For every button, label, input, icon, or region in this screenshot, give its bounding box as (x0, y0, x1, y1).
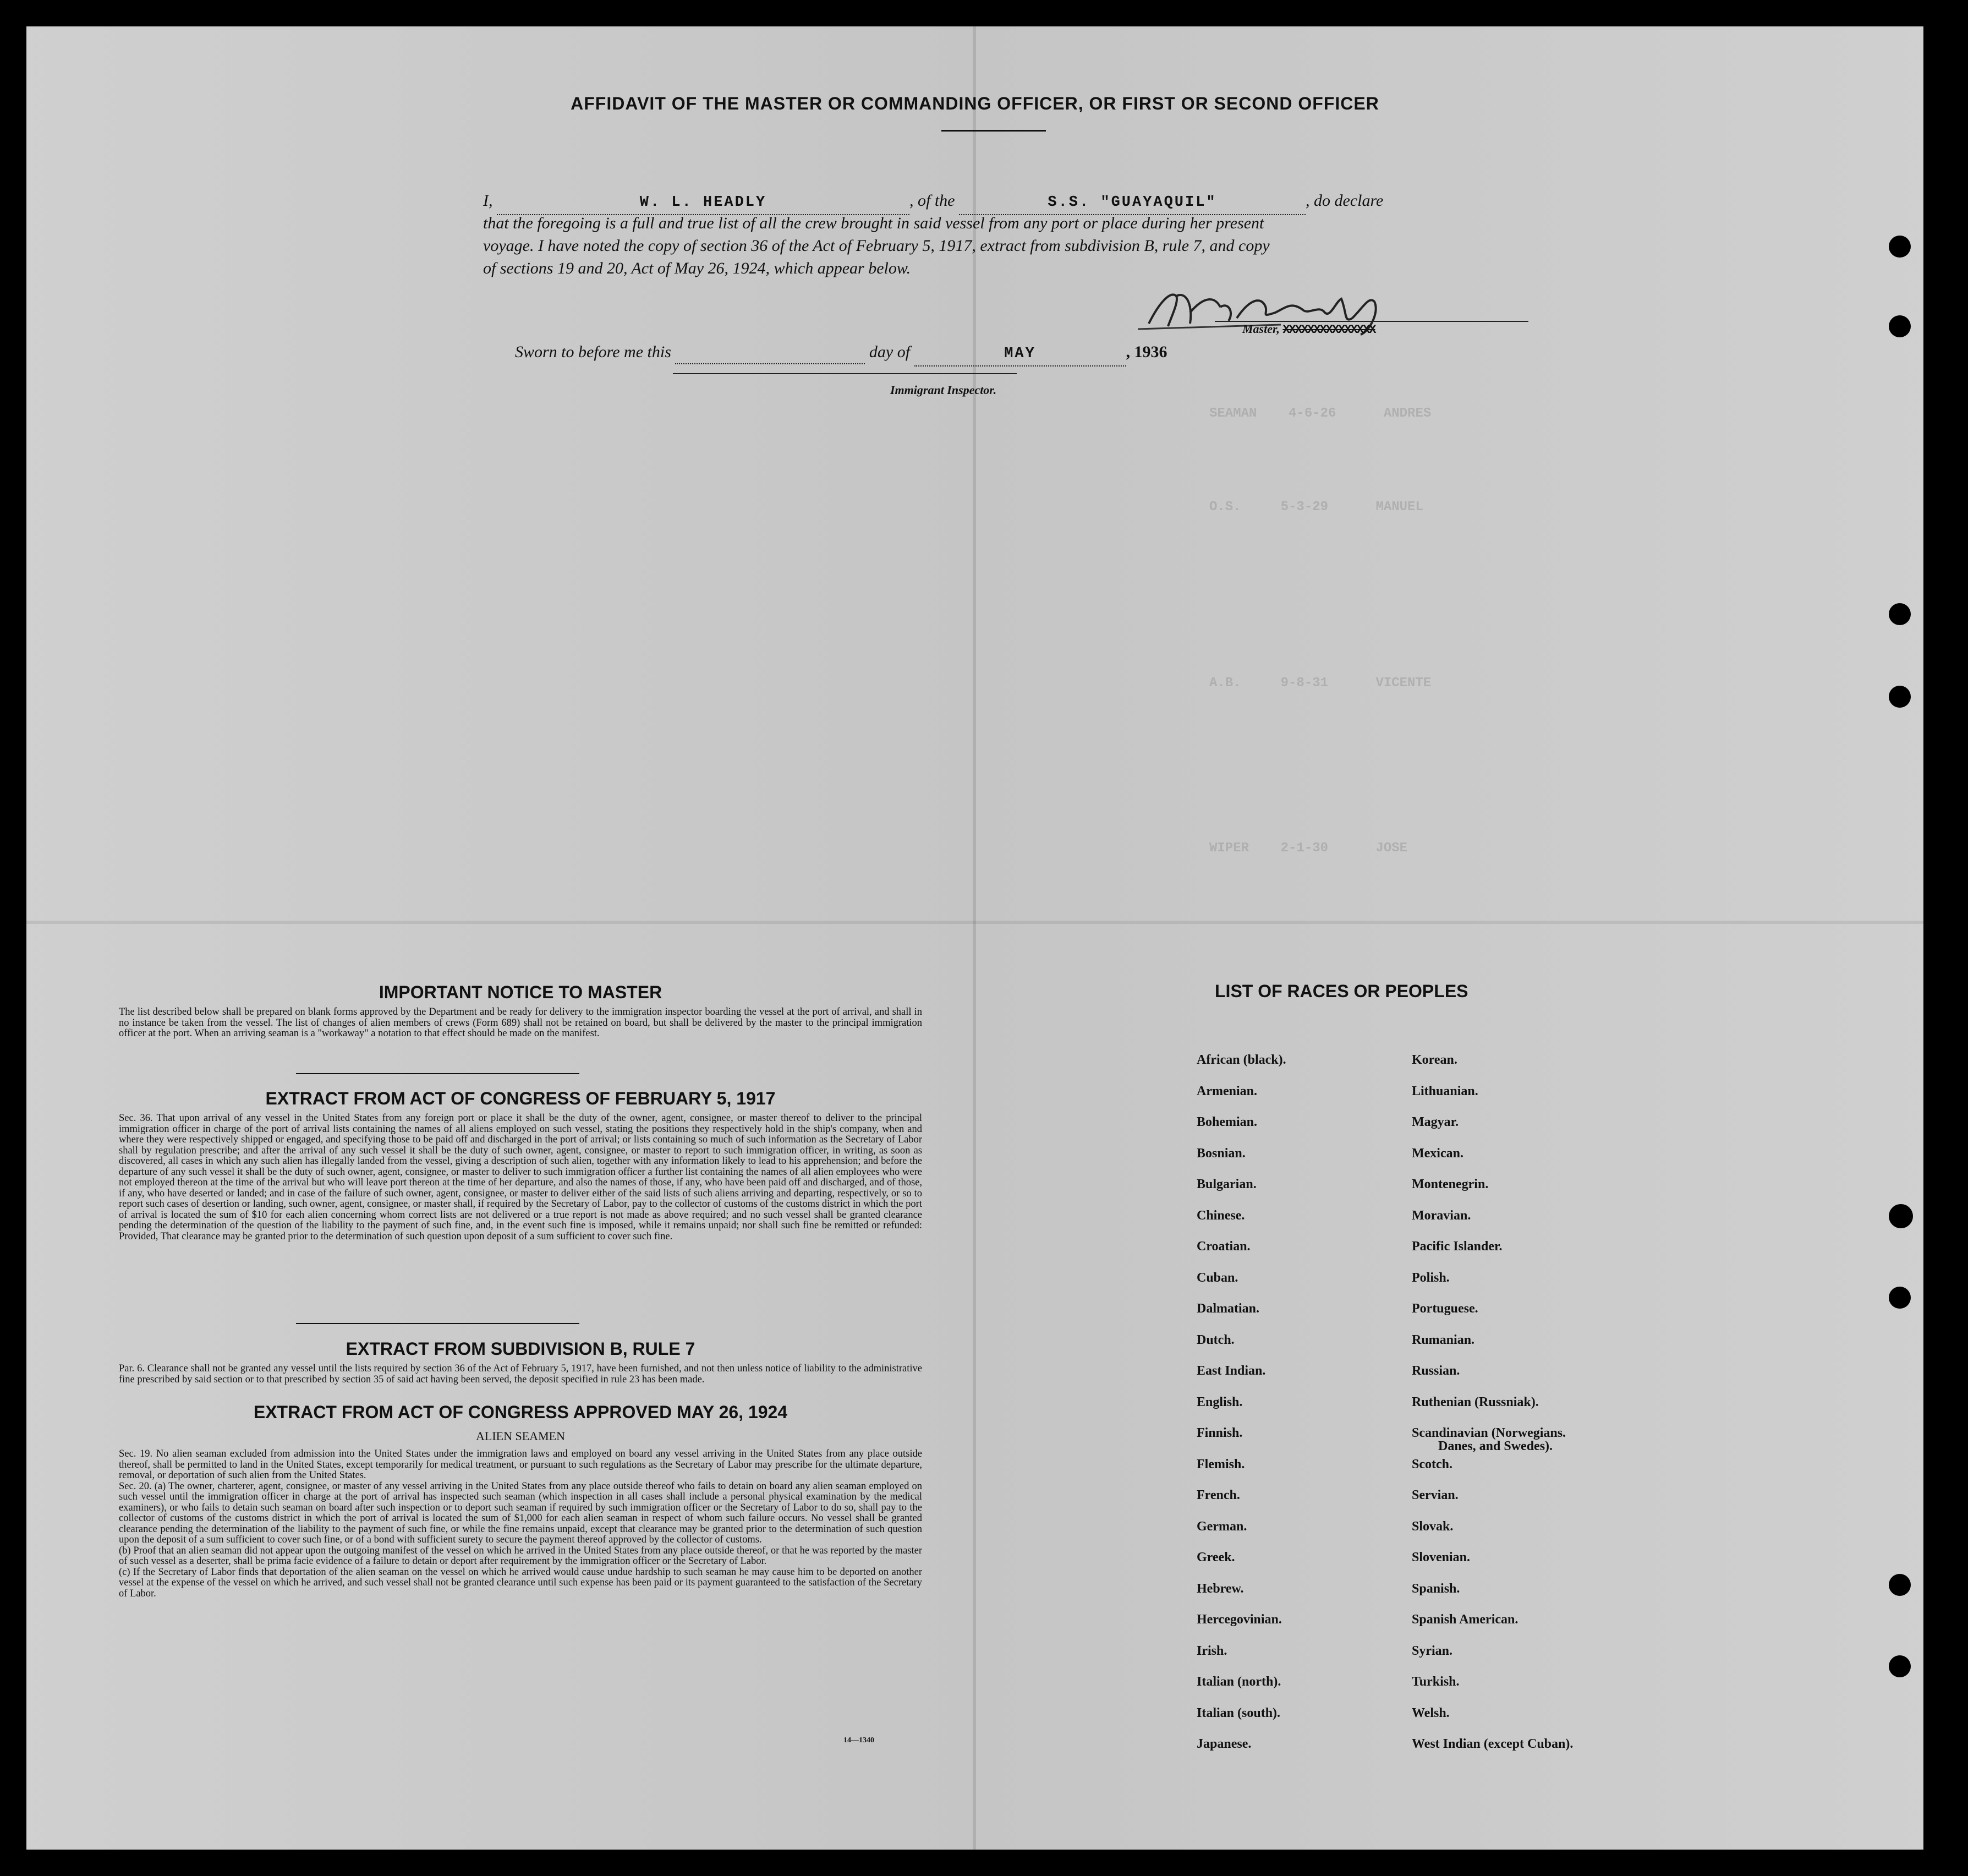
fold-line-horizontal (26, 921, 1923, 924)
punch-hole (1889, 1287, 1911, 1309)
race-item: Syrian. (1412, 1643, 1453, 1658)
notice-title: IMPORTANT NOTICE TO MASTER (379, 982, 662, 1002)
bleed-through-text: WIPER 2-1-30 JOSE (1209, 841, 1408, 856)
race-item: Polish. (1412, 1270, 1450, 1285)
race-item: German. (1197, 1519, 1247, 1534)
race-item: African (black). (1197, 1053, 1286, 1067)
bleed-through-text: O.S. 5-3-29 MANUEL (1209, 500, 1423, 515)
punch-hole (1889, 1574, 1911, 1596)
race-item: Mexican. (1412, 1146, 1463, 1161)
race-item: Slovak. (1412, 1519, 1454, 1534)
race-item: English. (1197, 1394, 1243, 1409)
punch-hole (1889, 1204, 1913, 1228)
race-item: Japanese. (1197, 1737, 1252, 1751)
punch-hole (1889, 686, 1911, 708)
race-item: Hercegovinian. (1197, 1612, 1282, 1627)
race-item: Russian. (1412, 1364, 1460, 1378)
sworn-prefix: Sworn to before me this (515, 343, 671, 361)
extract-1924-title: EXTRACT FROM ACT OF CONGRESS APPROVED MAY 26, 1924 (253, 1402, 788, 1422)
document-page (26, 26, 1923, 1850)
race-item: Hebrew. (1197, 1581, 1244, 1596)
declaration-suffix: , do declare (1306, 192, 1384, 210)
vessel-name-field[interactable]: S.S. "GUAYAQUIL" (959, 192, 1306, 215)
bleed-through-text: SEAMAN 4-6-26 ANDRES (1209, 406, 1432, 421)
race-item: Scotch. (1412, 1457, 1452, 1472)
race-item: Montenegrin. (1412, 1177, 1489, 1191)
race-item: Dalmatian. (1197, 1301, 1259, 1316)
affidavit-title: AFFIDAVIT OF THE MASTER OR COMMANDING OFFICER, OR FIRST OR SECOND OFFICER (571, 94, 1379, 113)
section-20a-text: Sec. 20. (a) The owner, charterer, agent, consignee, or master of any vessel arriving in the United States from any place outside thereof who fails to detain on board any alien seaman employed on such vessel until the immigration officer in charge at the port of arrival has inspected such seaman (which inspection in all cases shall include a personal physical examination by the medical examiners), or who fails to detain such seaman on board after such inspection or to deport such seaman if required by such immigration officer or the Secretary of Labor to do so, shall pay to the collector of customs of the customs district in which the port of arrival is located the sum of $1,000 for each alien seaman in respect of whom such failure occurs. No vessel shall be granted clearance pending the determination of the liability to the payment of such fine, or while the fine remains unpaid, except that clearance may be granted prior to the determination of such question upon the deposit of a sum sufficient to cover such fine, or of a bond with sufficient surety to secure the payment thereof approved by the collector of customs. (119, 1480, 922, 1545)
section-19-text: Sec. 19. No alien seaman excluded from admission into the United States under the immigration laws and employed on board any vessel arriving in the United States from any place outside thereof, shall be permitted to land in the United States, except temporarily for medical treatment, or pursuant to such regulations as the Secretary of Labor may prescribe for the ultimate departure, removal, or deportation of such alien from the United States. (119, 1448, 922, 1481)
extract-rule7-text: Par. 6. Clearance shall not be granted any vessel until the lists required by section 36 of the Act of February 5, 1917, have been furnished, and not then unless notice of liability to the administrative fine prescribed by said section or to that prescribed by section 35 of said act having been served, the deposit specified in rule 23 has been made. (119, 1363, 922, 1385)
race-item: Scandinavian (Norwegians. (1412, 1426, 1566, 1440)
extract-1924-body (119, 1449, 922, 1599)
race-item: Slovenian. (1412, 1550, 1471, 1565)
declaration-line-3: voyage. I have noted the copy of section 36 of the Act of February 5, 1917, extract from subdivision B, rule 7, and copy (483, 237, 1270, 255)
race-item: Irish. (1197, 1643, 1227, 1658)
sworn-month-field[interactable]: MAY (914, 343, 1126, 367)
race-item: Spanish American. (1412, 1612, 1519, 1627)
race-item: Servian. (1412, 1488, 1459, 1502)
fold-line-vertical (973, 26, 976, 1850)
notice-text: The list described below shall be prepared on blank forms approved by the Department and be ready for delivery to the immigration inspector boarding the vessel at the port of arrival, and shall in no instance be taken from the vessel. The list of changes of alien members of crews (Form 689) shall not be retained on board, but shall be delivered by the master to the principal immigration officer at the port. When an arriving seaman is a "workaway" a notation to that effect should be made on the manifest. (119, 1007, 922, 1039)
race-item: Dutch. (1197, 1332, 1235, 1347)
title-underline (941, 130, 1046, 132)
bleed-through-text: A.B. 9-8-31 VICENTE (1209, 676, 1432, 691)
inspector-signature-line (673, 373, 1017, 374)
divider (296, 1323, 579, 1324)
declaration-prefix: I, (483, 192, 493, 210)
day-label: day of (869, 343, 911, 361)
race-item: Ruthenian (Russniak). (1412, 1394, 1539, 1409)
punch-hole (1889, 315, 1911, 337)
race-item: Spanish. (1412, 1581, 1460, 1596)
declaration-line-2: that the foregoing is a full and true list of all the crew brought in said vessel from any port or place during her present (483, 214, 1264, 232)
punch-hole (1889, 1655, 1911, 1677)
master-label-text: Master, (1242, 322, 1280, 336)
section-20c-text: (c) If the Secretary of Labor finds that deportation of the alien seaman on the vessel on which he arrived would cause undue hardship to such seaman he may cause him to be deported on another vessel at the expense of the vessel on which he arrived, and such vessel shall not be granted clearance until such expense has been paid or its payment guaranteed to the satisfaction of the Secretary of Labor. (119, 1566, 922, 1599)
race-item: Cuban. (1197, 1270, 1238, 1285)
race-item: Rumanian. (1412, 1332, 1475, 1347)
race-item: Flemish. (1197, 1457, 1245, 1472)
declaration-line-1 (483, 189, 1550, 215)
race-item: Pacific Islander. (1412, 1239, 1503, 1254)
sworn-day-field[interactable] (675, 341, 865, 364)
master-struck-text: XXXXXXXXXXXXXXX (1282, 323, 1375, 337)
master-label (1242, 322, 1375, 337)
sworn-line (515, 341, 1340, 367)
punch-hole (1889, 603, 1911, 625)
divider (296, 1073, 579, 1074)
declaration-mid: , of the (909, 192, 955, 210)
race-item: Lithuanian. (1412, 1084, 1478, 1098)
races-title: LIST OF RACES OR PEOPLES (1215, 981, 1468, 1001)
race-item: Italian (south). (1197, 1705, 1281, 1720)
race-item: Moravian. (1412, 1208, 1471, 1223)
race-item-continuation: Danes, and Swedes). (1438, 1439, 1553, 1453)
extract-rule7-title: EXTRACT FROM SUBDIVISION B, RULE 7 (346, 1339, 695, 1359)
race-item: Turkish. (1412, 1675, 1460, 1689)
race-item: Chinese. (1197, 1208, 1245, 1223)
race-item: West Indian (except Cuban). (1412, 1737, 1574, 1751)
race-item: East Indian. (1197, 1364, 1266, 1378)
race-item: Portuguese. (1412, 1301, 1478, 1316)
race-item: Bosnian. (1197, 1146, 1246, 1161)
race-item: Bohemian. (1197, 1115, 1258, 1129)
race-item: Korean. (1412, 1053, 1457, 1067)
section-20b-text: (b) Proof that an alien seaman did not appear upon the outgoing manifest of the vessel on which he arrived in the United States from any place outside thereof, or that he was reported by the master of such vessel as a deserter, shall be prima facie evidence of a failure to detain or deport after requirement by the immigration officer or the Secretary of Labor. (119, 1545, 922, 1567)
race-item: Bulgarian. (1197, 1177, 1257, 1191)
race-item: Magyar. (1412, 1115, 1459, 1129)
race-item: French. (1197, 1488, 1240, 1502)
race-item: Italian (north). (1197, 1675, 1281, 1689)
form-number: 14—1340 (843, 1736, 874, 1744)
race-item: Greek. (1197, 1550, 1235, 1565)
race-item: Finnish. (1197, 1426, 1243, 1440)
extract-1917-title: EXTRACT FROM ACT OF CONGRESS OF FEBRUARY 5, 1917 (265, 1089, 776, 1108)
race-item: Armenian. (1197, 1084, 1257, 1098)
declaration-line-4: of sections 19 and 20, Act of May 26, 1924, which appear below. (483, 259, 911, 277)
sworn-year: , 1936 (1126, 343, 1167, 361)
inspector-label: Immigrant Inspector. (890, 383, 997, 397)
race-item: Welsh. (1412, 1705, 1450, 1720)
extract-1924-subtitle: ALIEN SEAMEN (476, 1429, 565, 1443)
punch-hole (1889, 236, 1911, 258)
race-item: Croatian. (1197, 1239, 1251, 1254)
extract-1917-text: Sec. 36. That upon arrival of any vessel in the United States from any foreign port or place it shall be the duty of the owner, agent, consignee, or master thereof to deliver to the principal immigration officer in charge of the port of arrival lists containing the names of all aliens employed on such vessel, stating the positions they respectively hold in the ship's company, when and where they were respectively shipped or engaged, and specifying those to be paid off and discharged in the port of arrival; or lists containing so much of such information as the Secretary of Labor shall by regulation prescribe; and after the arrival of any such vessel it shall be the duty of such owner, agent, consignee, or master to report to such immigration officer, in writing, as soon as discovered, all cases in which any such alien has illegally landed from the vessel, giving a description of such alien, together with any information likely to lead to his apprehension; and before the departure of any such vessel it shall be the duty of such owner, agent, consignee, or master to deliver to such immigration officer a further list containing the names of all alien employees who were not employed thereon at the time of the arrival but who will leave port thereon at the time of her departure, and also the names of those, if any, who have been paid off and discharged, and of those, if any, who have deserted or landed; and in case of the failure of such owner, agent, consignee, or master to deliver either of the said lists of such aliens arriving and departing, respectively, or so to report such cases of desertion or landing, such owner, agent, consignee, or master shall, if required by the Secretary of Labor, pay to the collector of customs of the customs district in which the port of arrival is located the sum of $10 for each alien concerning whom correct lists are not delivered or a true report is not made as above required; and no such vessel shall be granted clearance pending the determination of the question of the liability to the payment of such fine, and, in the event such fine is imposed, while it remains unpaid; nor shall such fine be remitted or refunded: Provided, That clearance may be granted prior to the determination of such question upon deposit of a sum sufficient to cover such fine. (119, 1113, 922, 1242)
officer-name-field[interactable]: W. L. HEADLY (497, 192, 909, 215)
